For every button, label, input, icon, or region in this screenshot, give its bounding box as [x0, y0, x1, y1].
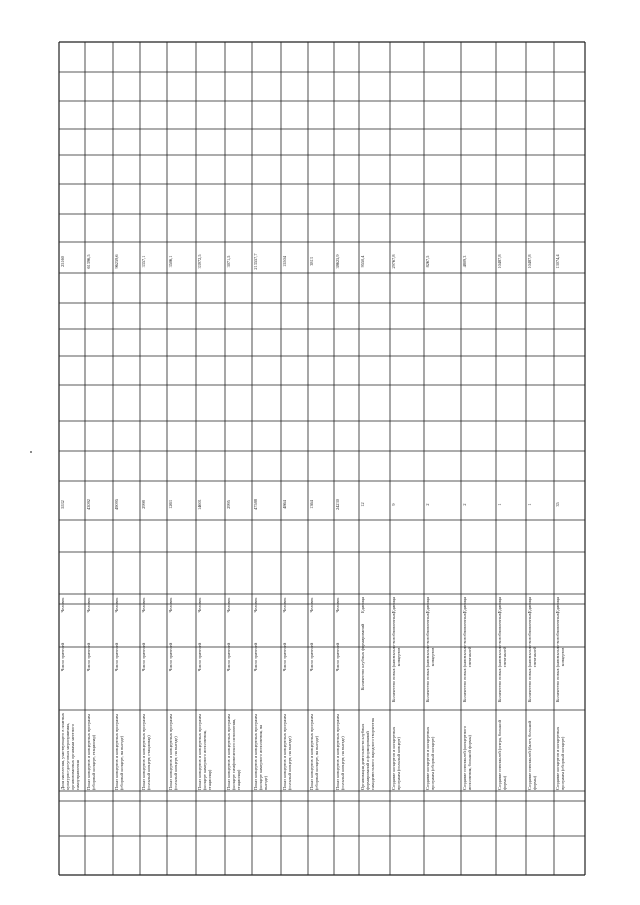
volume-value-cell: 2: [462, 503, 467, 506]
cost-value-cell: 25160: [60, 256, 65, 267]
service-name-cell: Организация деятельности клубных формирований и формирований самодеятельного народного творчества: [360, 718, 375, 790]
volume-value-cell: 1364: [309, 500, 314, 509]
volume-value-cell: 1: [527, 503, 532, 506]
cost-value-cell: 3813: [309, 257, 314, 266]
indicator-name-cell: Число зрителей: [60, 642, 65, 672]
volume-value-cell: 1263: [168, 500, 173, 509]
unit-cell: Человек: [226, 597, 231, 613]
unit-cell: Единица: [497, 597, 502, 613]
service-name-cell: Показ концертов и концертных программ (концерт симфонического исполнения, стационар): [226, 714, 241, 790]
indicator-name-cell: Число зрителей: [86, 642, 91, 672]
service-name-cell: Показ концертов и концертных программ (сольный концерт, на выезде): [282, 714, 292, 790]
unit-cell: Человек: [60, 597, 65, 613]
unit-cell: Человек: [168, 597, 173, 613]
indicator-name-cell: Количество новых (капитально-возобновленных) спектаклей: [462, 611, 472, 703]
volume-value-cell: 9: [391, 503, 396, 506]
cost-value-cell: 3506,1: [168, 255, 173, 268]
service-name-cell: Показ концертов и концертных программ (сборный концерт, на выезде): [309, 714, 319, 790]
volume-value-cell: 35: [555, 502, 560, 507]
indicator-name-cell: Количество новых (капитально-возобновленных) концертов: [555, 611, 565, 703]
cost-value-cell: 3071,5: [226, 255, 231, 268]
indicator-name-cell: Число зрителей: [141, 642, 146, 672]
volume-value-cell: 47588: [253, 499, 258, 510]
service-name-cell: Создание концертов и концертных программ (сборный концерт): [425, 726, 435, 790]
indicator-name-cell: Число зрителей: [253, 642, 258, 672]
service-name-cell: Доля населения, участвующего в платных культурно-досуговых мероприятиях, организованных органами местного самоуправления: [60, 713, 80, 790]
volume-value-cell: 12: [360, 502, 365, 507]
service-name-cell: Показ концертов и концертных программ (сольный концерт, на выезде): [335, 714, 345, 790]
cost-value-cell: 61396,5: [86, 254, 91, 269]
indicator-name-cell: Число зрителей: [335, 642, 340, 672]
indicator-name-cell: Число зрителей: [309, 642, 314, 672]
cost-value-cell: 96259,6: [114, 254, 119, 269]
volume-value-cell: 43092: [86, 499, 91, 510]
service-name-cell: Создание спектаклей (балет, большой формы): [527, 720, 537, 790]
unit-cell: Единица: [462, 597, 467, 613]
volume-value-cell: 2998: [141, 500, 146, 509]
cost-value-cell: 29767,8: [391, 254, 396, 269]
scan-speck: [30, 451, 32, 453]
cost-value-cell: 13074,4: [555, 254, 560, 269]
service-name-cell: Показ концертов и концертных программ (сборный концерт, стационар): [86, 714, 96, 790]
service-name-cell: Показ концертов и концертных программ (концерт камерного исполнения, на выезде): [253, 714, 268, 790]
unit-cell: Человек: [86, 597, 91, 613]
cost-value-cell: 10487,8: [527, 254, 532, 269]
indicator-name-cell: Количество новых (капитально-возобновленных) спектаклей: [497, 611, 507, 703]
volume-value-cell: 2: [425, 503, 430, 506]
volume-value-cell: 2995: [226, 500, 231, 509]
volume-value-cell: 5532: [60, 500, 65, 509]
unit-cell: Единица: [555, 597, 560, 613]
indicator-name-cell: Количество новых (капитально-возобновленных) концертов: [391, 611, 401, 703]
volume-value-cell: 24230: [335, 499, 340, 510]
indicator-name-cell: Количество клубных формирований: [360, 623, 365, 691]
cost-value-cell: 10487,8: [497, 254, 502, 269]
unit-cell: Человек: [309, 597, 314, 613]
indicator-name-cell: Число зрителей: [114, 642, 119, 672]
unit-cell: Единица: [425, 597, 430, 613]
cost-value-cell: 33972,5: [197, 254, 202, 269]
service-name-cell: Показ концертов и концертных программ (сольный концерт, на выезде): [168, 714, 178, 790]
unit-cell: Человек: [141, 597, 146, 613]
volume-value-cell: 49095: [114, 499, 119, 510]
cost-value-cell: 15504: [282, 256, 287, 267]
indicator-name-cell: Количество новых (капитально-возобновленных) спектаклей: [527, 611, 537, 703]
service-name-cell: Создание спектаклей (концертного исполнения, большой формы): [462, 726, 472, 790]
indicator-name-cell: Число зрителей: [226, 642, 231, 672]
unit-cell: Человек: [253, 597, 258, 613]
indicator-name-cell: Число зрителей: [168, 642, 173, 672]
unit-cell: Единица: [360, 597, 365, 613]
unit-cell: Единица: [527, 597, 532, 613]
cost-value-cell: 213557,7: [253, 253, 258, 270]
volume-value-cell: 4864: [282, 500, 287, 509]
unit-cell: Человек: [282, 597, 287, 613]
unit-cell: Человек: [197, 597, 202, 613]
cost-value-cell: 3357,1: [141, 255, 146, 268]
volume-value-cell: 1: [497, 503, 502, 506]
indicator-name-cell: Число зрителей: [282, 642, 287, 672]
cost-value-cell: 4809,3: [462, 255, 467, 268]
service-name-cell: Показ концертов и концертных программ (сольный концерт, стационар): [141, 714, 151, 790]
service-name-cell: Показ концертов и концертных программ (концерт камерного исполнения, стационар): [197, 714, 212, 790]
service-name-cell: Показ концертов и концертных программ (сборный концерт, на выезде): [114, 714, 124, 790]
indicator-name-cell: Количество новых (капитально-возобновленных) концертов: [425, 611, 435, 703]
unit-cell: Человек: [335, 597, 340, 613]
service-name-cell: Создание концертов и концертных программ (сборный концерт): [555, 726, 565, 790]
cost-value-cell: 8267,5: [425, 255, 430, 268]
volume-value-cell: 14601: [197, 499, 202, 510]
unit-cell: Единица: [391, 597, 396, 613]
unit-cell: Человек: [114, 597, 119, 613]
cost-value-cell: 38625,9: [335, 254, 340, 269]
service-name-cell: Создание спектаклей (опера, большой формы): [497, 720, 507, 790]
cost-value-cell: 9550,4: [360, 255, 365, 268]
indicator-name-cell: Число зрителей: [197, 642, 202, 672]
service-name-cell: Создание концертов и концертных программ (сольный концерт): [391, 726, 401, 790]
